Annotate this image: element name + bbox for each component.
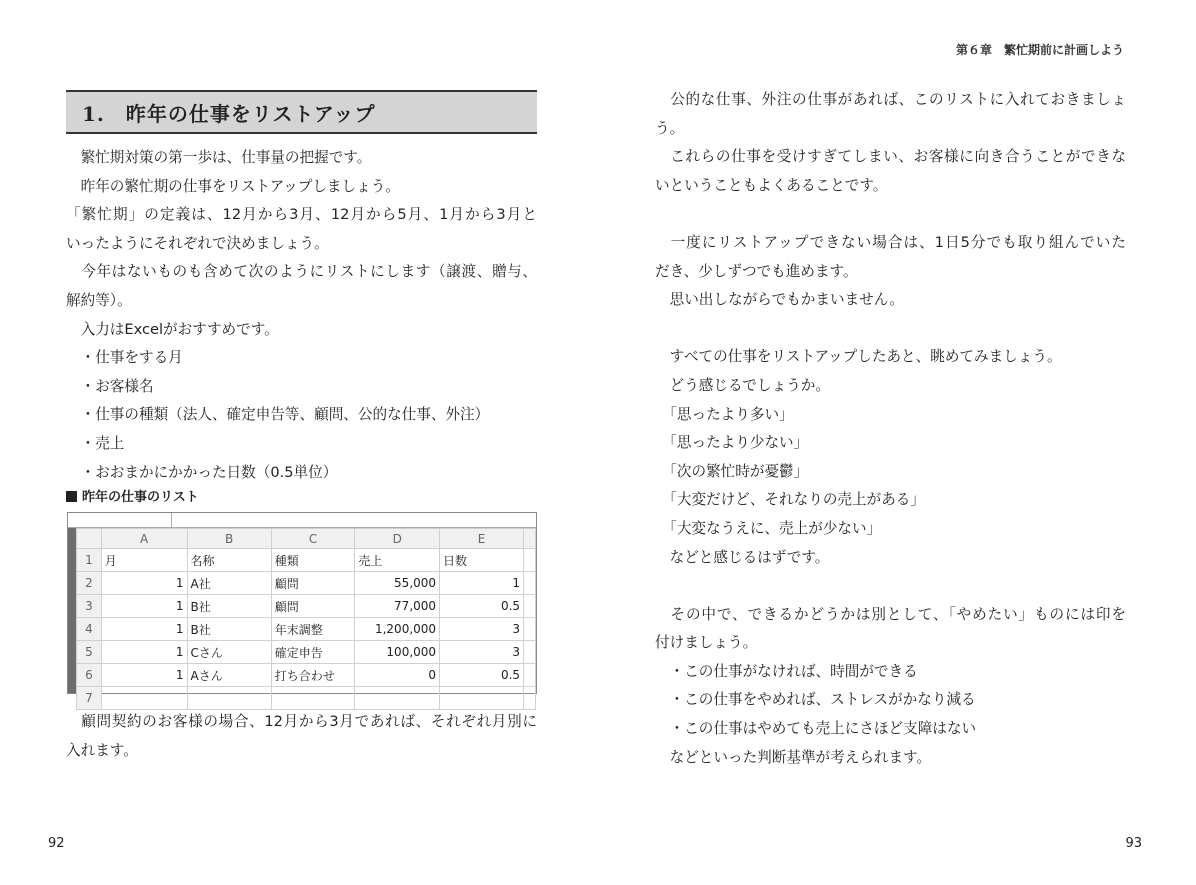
column-header: A <box>101 529 187 549</box>
text-line: 入れます。 <box>66 741 138 759</box>
table-row <box>77 572 536 595</box>
figure-caption <box>66 486 199 505</box>
table-row <box>77 595 536 618</box>
row-header: 4 <box>77 618 102 641</box>
table-cell: 年末調整 <box>271 618 355 641</box>
text-line: 公的な仕事、外注の仕事があれば、このリストに入れておきましょ <box>655 91 1126 108</box>
table-cell <box>524 618 536 641</box>
table-cell: 打ち合わせ <box>271 664 355 687</box>
spreadsheet-table <box>76 528 536 710</box>
text-line: 「大変だけど、それなりの売上がある」 <box>655 491 925 509</box>
table-cell: Aさん <box>187 664 271 687</box>
row-header: 6 <box>77 664 102 687</box>
table-cell: 月 <box>101 549 187 572</box>
text-line: その中で、できるかどうかは別として、「やめたい」ものには印を <box>655 605 1126 623</box>
text-line: どう感じるでしょうか。 <box>655 376 830 394</box>
spreadsheet-figure <box>67 512 537 705</box>
text-line: 入力はExcelがおすすめです。 <box>66 320 279 338</box>
table-cell: 77,000 <box>355 595 440 618</box>
table-cell <box>524 595 536 618</box>
table-cell: 種類 <box>271 549 355 572</box>
table-cell <box>355 687 440 710</box>
square-bullet-icon <box>66 491 77 502</box>
table-cell: B社 <box>187 618 271 641</box>
text-line: 思い出しながらでもかまいません。 <box>655 291 904 309</box>
column-header: D <box>355 529 440 549</box>
text-line: 解約等）。 <box>66 291 132 309</box>
table-cell: 0.5 <box>440 664 524 687</box>
text-line: 「次の繁忙時が憂鬱」 <box>655 462 809 480</box>
name-box <box>72 513 172 527</box>
table-cell: 1 <box>101 618 187 641</box>
text-line: ・この仕事がなければ、時間ができる <box>655 662 918 680</box>
table-cell: 1 <box>440 572 524 595</box>
text-line: などと感じるはずです。 <box>655 548 830 566</box>
table-cell: A社 <box>187 572 271 595</box>
blank-line <box>655 572 1126 601</box>
text-line: これらの仕事を受けすぎてしまい、お客様に向き合うことができな <box>655 148 1126 166</box>
column-header: B <box>187 529 271 549</box>
table-cell: 名称 <box>187 549 271 572</box>
column-header-row <box>77 529 536 549</box>
text-line: 「思ったより少ない」 <box>655 434 809 452</box>
table-cell: B社 <box>187 595 271 618</box>
table-cell <box>524 572 536 595</box>
text-line: 今年はないものも含めて次のようにリストにします（譲渡、贈与、 <box>66 263 537 281</box>
table-cell: 1 <box>101 595 187 618</box>
table-cell <box>101 687 187 710</box>
row-header: 7 <box>77 687 102 710</box>
table-cell: 顧問 <box>271 572 355 595</box>
formula-bar <box>68 513 536 528</box>
text-line: 昨年の繁忙期の仕事をリストアップしましょう。 <box>66 177 400 195</box>
row-header: 3 <box>77 595 102 618</box>
text-line: いということもよくあることです。 <box>655 176 888 194</box>
table-cell: 日数 <box>440 549 524 572</box>
table-cell <box>524 664 536 687</box>
row-header: 2 <box>77 572 102 595</box>
left-body-text-after <box>66 708 537 765</box>
table-cell: 100,000 <box>355 641 440 664</box>
page-number-left: 92 <box>48 836 65 851</box>
table-cell: 3 <box>440 641 524 664</box>
table-cell: 1,200,000 <box>355 618 440 641</box>
table-row <box>77 549 536 572</box>
section-heading <box>66 90 537 134</box>
text-line: 「繁忙期」の定義は、12月から3月、12月から5月、1月から3月と <box>66 206 537 224</box>
row-header: 5 <box>77 641 102 664</box>
text-line: ・おおまかにかかった日数（0.5単位） <box>66 463 338 481</box>
text-line: 「大変なうえに、売上が少ない」 <box>655 519 882 537</box>
column-header: E <box>440 529 524 549</box>
text-line: すべての仕事をリストアップしたあと、眺めてみましょう。 <box>655 348 1062 366</box>
text-line: 一度にリストアップできない場合は、1日5分でも取り組んでいた <box>655 233 1126 251</box>
text-line: などといった判断基準が考えられます。 <box>655 748 932 766</box>
text-line: 付けましょう。 <box>655 634 758 652</box>
table-cell <box>524 687 536 710</box>
table-cell: 顧問 <box>271 595 355 618</box>
right-body-text <box>655 86 1126 772</box>
figure-caption-text: 昨年の仕事のリスト <box>82 490 199 505</box>
text-line: ・売上 <box>66 434 125 452</box>
column-header: C <box>271 529 355 549</box>
blank-line <box>655 315 1126 344</box>
table-cell: 0 <box>355 664 440 687</box>
table-cell: 3 <box>440 618 524 641</box>
section-title: 1. 昨年の仕事をリストアップ <box>82 102 376 126</box>
text-line: 顧問契約のお客様の場合、12月から3月であれば、それぞれ月別に <box>66 713 537 730</box>
left-body-text <box>66 144 537 487</box>
select-all-corner <box>77 529 102 549</box>
table-cell: 1 <box>101 664 187 687</box>
table-cell: Cさん <box>187 641 271 664</box>
table-cell <box>440 687 524 710</box>
table-row <box>77 687 536 710</box>
table-cell <box>271 687 355 710</box>
table-cell: 0.5 <box>440 595 524 618</box>
window-edge <box>68 513 76 693</box>
blank-line <box>655 200 1126 229</box>
table-cell <box>187 687 271 710</box>
page-number-right: 93 <box>1125 836 1142 851</box>
table-cell <box>524 549 536 572</box>
text-line: ・この仕事はやめても売上にさほど支障はない <box>655 720 977 738</box>
row-header: 1 <box>77 549 102 572</box>
table-row <box>77 618 536 641</box>
text-line: ・仕事をする月 <box>66 349 183 367</box>
text-line: 「思ったより多い」 <box>655 405 794 423</box>
table-cell: 確定申告 <box>271 641 355 664</box>
table-row <box>77 664 536 687</box>
text-line: ・お客様名 <box>66 377 154 395</box>
table-cell: 55,000 <box>355 572 440 595</box>
table-cell <box>524 641 536 664</box>
text-line: ・仕事の種類（法人、確定申告等、顧問、公的な仕事、外注） <box>66 406 490 424</box>
text-line: う。 <box>655 119 685 137</box>
column-header <box>524 529 536 549</box>
running-header: 第６章 繁忙期前に計画しよう <box>955 43 1124 57</box>
text-line: だき、少しずつでも進めます。 <box>655 262 858 280</box>
table-cell: 売上 <box>355 549 440 572</box>
text-line: いったようにそれぞれで決めましょう。 <box>66 234 329 252</box>
text-line: ・この仕事をやめれば、ストレスがかなり減る <box>655 691 976 709</box>
text-line: 繁忙期対策の第一歩は、仕事量の把握です。 <box>66 149 372 166</box>
table-row <box>77 641 536 664</box>
table-cell: 1 <box>101 641 187 664</box>
table-cell: 1 <box>101 572 187 595</box>
